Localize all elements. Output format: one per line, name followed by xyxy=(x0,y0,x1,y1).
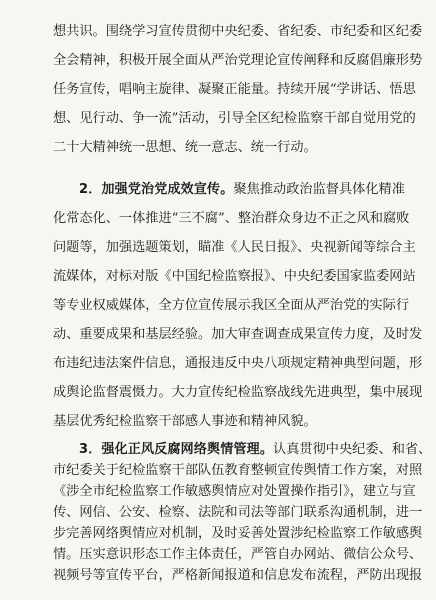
paragraph-1-line-3: 任务宣传，唱响主旋律、凝聚正能量。持续开展“学讲话、悟思 xyxy=(53,82,416,97)
section-2-line-4: 等专业权威媒体，全方位宣传展示我区全面从严治党的实际行 xyxy=(53,298,410,313)
paragraph-1-line-1: 想共识。围绕学习宣传贯彻中央纪委、省纪委、市纪委和区纪委 xyxy=(53,24,423,39)
section-3-first-line xyxy=(79,440,432,460)
paragraph-1-line-5: 二十大精神统一思想、统一意志、统一行动。 xyxy=(53,140,317,155)
section-2-heading: 2．加强党治党成效宣传。 xyxy=(79,182,234,197)
section-2-line-8: 基层优秀纪检监察干部感人事迹和精神风貌。 xyxy=(53,414,317,429)
section-2-first-line xyxy=(79,180,405,200)
section-2-line-5: 动、重要成果和基层经验。加大审查调查成果宣传力度，及时发 xyxy=(53,327,423,342)
section-3-line-3: 传、网信、公安、检察、法院和司法等部门联系沟通机制，进一 xyxy=(53,505,423,520)
section-2-line-2: 问题等，加强选题策划，瞄准《人民日报》、央视新闻等综合主 xyxy=(53,240,416,255)
section-2-line-3: 流媒体，对标对版《中国纪检监察报》、中央纪委国家监委网站 xyxy=(53,269,416,284)
section-2-line-6: 布违纪违法案件信息，通报违反中央八项规定精神典型问题，形 xyxy=(53,356,423,371)
section-3-line-6: 视频号等宣传平台，严格新闻报道和信息发布流程，严防出现报 xyxy=(53,568,423,583)
section-3-line-1: 市纪委关于纪检监察干部队伍教育整顿宣传舆情工作方案，对照 xyxy=(53,463,423,478)
section-3-line-4: 步完善网络舆情应对机制，及时妥善处置涉纪检监察工作敏感舆 xyxy=(53,526,423,541)
section-3-line-2: 《涉全市纪检监察工作敏感舆情应对处置操作指引》，建立与宣 xyxy=(53,484,416,499)
section-3-first-line-text: 认真贯彻中央纪委、和省、 xyxy=(273,442,432,457)
section-3-heading: 3．强化正风反腐网络舆情管理。 xyxy=(79,442,274,457)
section-3-line-5: 情。压实意识形态工作主体责任，严管自办网站、微信公众号、 xyxy=(53,547,423,562)
section-2-line-1: 化常态化、一体推进“三不腐”、整治群众身边不正之风和腐败 xyxy=(53,211,410,226)
paragraph-1-line-2: 全会精神，积极开展全面从严治党理论宣传阐释和反腐倡廉形势 xyxy=(53,53,423,68)
paragraph-1-line-4: 想、见行动、争一流”活动，引导全区纪检监察干部自觉用党的 xyxy=(53,111,416,126)
section-2-first-line-text: 聚焦推动政治监督具体化精准 xyxy=(233,182,405,197)
section-2-line-7: 成舆论监督震慑力。大力宣传纪检监察战线先进典型，集中展现 xyxy=(53,385,423,400)
